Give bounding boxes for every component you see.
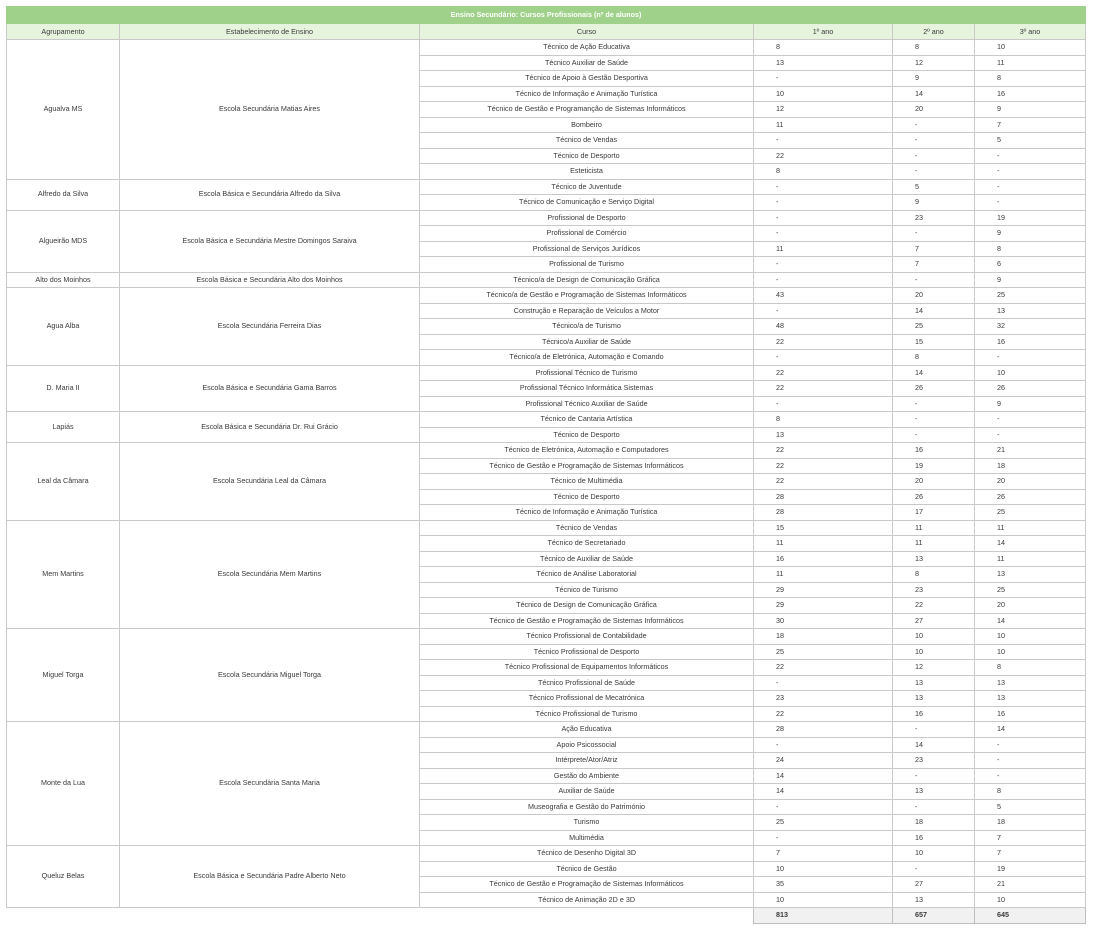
ano-2-cell: - <box>893 799 975 815</box>
ano-2-cell: 18 <box>893 815 975 831</box>
table-row <box>7 846 1086 862</box>
curso-cell: Técnico de Vendas <box>420 520 754 536</box>
ano-1-cell: 24 <box>754 753 893 769</box>
curso-cell: Técnico Profissional de Turismo <box>420 706 754 722</box>
ano-1-cell: 12 <box>754 102 893 118</box>
ano-1-cell: - <box>754 226 893 242</box>
ano-3-cell: 25 <box>975 582 1086 598</box>
ano-2-cell: 7 <box>893 241 975 257</box>
ano-2-cell: 23 <box>893 582 975 598</box>
ano-2-cell: 16 <box>893 443 975 459</box>
ano-3-cell: 11 <box>975 520 1086 536</box>
table-row <box>7 722 1086 738</box>
ano-2-cell: 14 <box>893 86 975 102</box>
curso-cell: Técnico de Vendas <box>420 133 754 149</box>
escola-cell: Escola Secundária Mem Martins <box>120 520 420 629</box>
curso-cell: Técnico de Desporto <box>420 148 754 164</box>
ano-1-cell: 35 <box>754 877 893 893</box>
ano-3-cell: 7 <box>975 846 1086 862</box>
ano-2-cell: 20 <box>893 288 975 304</box>
ano-2-cell: - <box>893 861 975 877</box>
agrupamento-cell: D. Maria II <box>7 365 120 412</box>
ano-2-cell: 20 <box>893 474 975 490</box>
ano-3-cell: 25 <box>975 505 1086 521</box>
ano-2-cell: - <box>893 117 975 133</box>
ano-3-cell: 16 <box>975 86 1086 102</box>
escola-cell: Escola Secundária Leal da Câmara <box>120 443 420 521</box>
curso-cell: Técnico de Gestão <box>420 861 754 877</box>
agrupamento-cell: Algueirão MDS <box>7 210 120 272</box>
ano-1-cell: 8 <box>754 40 893 56</box>
curso-cell: Técnico de Gestão e Programação de Sistemas Informáticos <box>420 877 754 893</box>
ano-2-cell: 14 <box>893 737 975 753</box>
ano-2-cell: 17 <box>893 505 975 521</box>
agrupamento-cell: Lapiás <box>7 412 120 443</box>
curso-cell: Técnico de Informação e Animação Turística <box>420 86 754 102</box>
header-3-ano: 3º ano <box>975 24 1086 40</box>
ano-3-cell: - <box>975 753 1086 769</box>
ano-2-cell: 26 <box>893 381 975 397</box>
ano-1-cell: - <box>754 737 893 753</box>
ano-3-cell: 18 <box>975 458 1086 474</box>
header-row <box>7 24 1086 40</box>
curso-cell: Profissional de Turismo <box>420 257 754 273</box>
escola-cell: Escola Secundária Santa Maria <box>120 722 420 846</box>
ano-1-cell: - <box>754 133 893 149</box>
ano-3-cell: 16 <box>975 334 1086 350</box>
table-row <box>7 288 1086 304</box>
ano-2-cell: - <box>893 427 975 443</box>
ano-3-cell: 14 <box>975 536 1086 552</box>
curso-cell: Bombeiro <box>420 117 754 133</box>
ano-3-cell: 9 <box>975 272 1086 288</box>
ano-2-cell: 27 <box>893 613 975 629</box>
ano-2-cell: 19 <box>893 458 975 474</box>
curso-cell: Técnico de Desporto <box>420 427 754 443</box>
curso-cell: Construção e Reparação de Veículos a Motor <box>420 303 754 319</box>
escola-cell: Escola Básica e Secundária Dr. Rui Grácio <box>120 412 420 443</box>
ano-1-cell: - <box>754 350 893 366</box>
ano-2-cell: - <box>893 164 975 180</box>
ano-3-cell: 10 <box>975 892 1086 908</box>
agrupamento-cell: Monte da Lua <box>7 722 120 846</box>
ano-3-cell: 9 <box>975 226 1086 242</box>
ano-3-cell: 20 <box>975 598 1086 614</box>
ano-3-cell: 19 <box>975 210 1086 226</box>
table-row <box>7 272 1086 288</box>
curso-cell: Museografia e Gestão do Património <box>420 799 754 815</box>
table-row <box>7 629 1086 645</box>
ano-2-cell: - <box>893 722 975 738</box>
ano-1-cell: 28 <box>754 722 893 738</box>
ano-1-cell: 25 <box>754 815 893 831</box>
ano-2-cell: 11 <box>893 520 975 536</box>
curso-cell: Intérprete/Ator/Atriz <box>420 753 754 769</box>
curso-cell: Técnico de Juventude <box>420 179 754 195</box>
ano-3-cell: 13 <box>975 303 1086 319</box>
escola-cell: Escola Básica e Secundária Alfredo da Silva <box>120 179 420 210</box>
header-estabelecimento: Estabelecimento de Ensino <box>120 24 420 40</box>
ano-1-cell: 11 <box>754 117 893 133</box>
ano-3-cell: 32 <box>975 319 1086 335</box>
ano-1-cell: 25 <box>754 644 893 660</box>
ano-1-cell: - <box>754 71 893 87</box>
ano-3-cell: 8 <box>975 784 1086 800</box>
ano-3-cell: - <box>975 179 1086 195</box>
curso-cell: Técnico Profissional de Mecatrónica <box>420 691 754 707</box>
ano-1-cell: 29 <box>754 598 893 614</box>
ano-3-cell: 26 <box>975 381 1086 397</box>
curso-cell: Técnico de Animação 2D e 3D <box>420 892 754 908</box>
escola-cell: Escola Básica e Secundária Gama Barros <box>120 365 420 412</box>
ano-2-cell: 12 <box>893 55 975 71</box>
ano-2-cell: - <box>893 272 975 288</box>
table-row <box>7 179 1086 195</box>
ano-1-cell: 22 <box>754 660 893 676</box>
ano-1-cell: 16 <box>754 551 893 567</box>
ano-2-cell: 13 <box>893 892 975 908</box>
ano-1-cell: 13 <box>754 427 893 443</box>
curso-cell: Técnico de Design de Comunicação Gráfica <box>420 598 754 614</box>
ano-1-cell: - <box>754 830 893 846</box>
curso-cell: Técnico Profissional de Equipamentos Informáticos <box>420 660 754 676</box>
ano-3-cell: 19 <box>975 861 1086 877</box>
ano-2-cell: 14 <box>893 365 975 381</box>
ano-2-cell: 14 <box>893 303 975 319</box>
table-row <box>7 443 1086 459</box>
ano-3-cell: 14 <box>975 613 1086 629</box>
ano-3-cell: 14 <box>975 722 1086 738</box>
total-ano-2: 657 <box>893 908 975 924</box>
curso-cell: Técnico de Gestão e Programanção de Sistemas Informáticos <box>420 102 754 118</box>
agrupamento-cell: Leal da Câmara <box>7 443 120 521</box>
ano-3-cell: 6 <box>975 257 1086 273</box>
curso-cell: Técnico de Informação e Animação Turística <box>420 505 754 521</box>
ano-2-cell: - <box>893 133 975 149</box>
escola-cell: Escola Secundária Miguel Torga <box>120 629 420 722</box>
ano-1-cell: 10 <box>754 86 893 102</box>
curso-cell: Técnico/a de Design de Comunicação Gráfica <box>420 272 754 288</box>
ano-1-cell: 30 <box>754 613 893 629</box>
ano-3-cell: 9 <box>975 102 1086 118</box>
curso-cell: Técnico de Comunicação e Serviço Digital <box>420 195 754 211</box>
ano-2-cell: 11 <box>893 536 975 552</box>
curso-cell: Profissional de Desporto <box>420 210 754 226</box>
ano-1-cell: - <box>754 799 893 815</box>
curso-cell: Técnico de Multimédia <box>420 474 754 490</box>
ano-3-cell: - <box>975 737 1086 753</box>
curso-cell: Profissional de Serviços Jurídicos <box>420 241 754 257</box>
ano-1-cell: 10 <box>754 892 893 908</box>
ano-3-cell: - <box>975 412 1086 428</box>
curso-cell: Técnico/a de Gestão e Programação de Sistemas Informáticos <box>420 288 754 304</box>
spreadsheet <box>6 6 1085 924</box>
ano-1-cell: 22 <box>754 365 893 381</box>
ano-1-cell: 8 <box>754 164 893 180</box>
ano-1-cell: - <box>754 396 893 412</box>
escola-cell: Escola Secundária Matias Aires <box>120 40 420 180</box>
curso-cell: Técnico Auxiliar de Saúde <box>420 55 754 71</box>
ano-3-cell: 25 <box>975 288 1086 304</box>
header-1-ano: 1º ano <box>754 24 893 40</box>
ano-3-cell: 10 <box>975 40 1086 56</box>
curso-cell: Ação Educativa <box>420 722 754 738</box>
curso-cell: Gestão do Ambiente <box>420 768 754 784</box>
ano-3-cell: 13 <box>975 567 1086 583</box>
ano-3-cell: 21 <box>975 877 1086 893</box>
ano-2-cell: 9 <box>893 71 975 87</box>
ano-2-cell: 26 <box>893 489 975 505</box>
ano-3-cell: 18 <box>975 815 1086 831</box>
ano-3-cell: 11 <box>975 551 1086 567</box>
ano-3-cell: - <box>975 148 1086 164</box>
table-row <box>7 40 1086 56</box>
ano-2-cell: 12 <box>893 660 975 676</box>
curso-cell: Técnico de Cantaria Artística <box>420 412 754 428</box>
table-row <box>7 365 1086 381</box>
total-ano-1: 813 <box>754 908 893 924</box>
ano-3-cell: 16 <box>975 706 1086 722</box>
ano-2-cell: 23 <box>893 753 975 769</box>
header-agrupamento: Agrupamento <box>7 24 120 40</box>
ano-3-cell: - <box>975 427 1086 443</box>
ano-2-cell: 13 <box>893 551 975 567</box>
title-row <box>7 7 1086 24</box>
ano-1-cell: 14 <box>754 768 893 784</box>
ano-1-cell: 22 <box>754 381 893 397</box>
table-title: Ensino Secundário: Cursos Profissionais (nº de alunos) <box>7 7 1086 24</box>
ano-2-cell: - <box>893 226 975 242</box>
table-row <box>7 520 1086 536</box>
table-row <box>7 412 1086 428</box>
curso-cell: Técnico de Turismo <box>420 582 754 598</box>
ano-2-cell: 9 <box>893 195 975 211</box>
curso-cell: Técnico de Secretariado <box>420 536 754 552</box>
ano-1-cell: 10 <box>754 861 893 877</box>
ano-3-cell: 8 <box>975 660 1086 676</box>
ano-3-cell: 8 <box>975 241 1086 257</box>
ano-2-cell: 7 <box>893 257 975 273</box>
ano-3-cell: - <box>975 164 1086 180</box>
curso-cell: Profissional Técnico Informática Sistemas <box>420 381 754 397</box>
agrupamento-cell: Agua Alba <box>7 288 120 366</box>
curso-cell: Técnico de Desporto <box>420 489 754 505</box>
ano-2-cell: 16 <box>893 830 975 846</box>
agrupamento-cell: Queluz Belas <box>7 846 120 908</box>
agrupamento-cell: Alto dos Moinhos <box>7 272 120 288</box>
ano-1-cell: - <box>754 210 893 226</box>
ano-1-cell: 23 <box>754 691 893 707</box>
ano-2-cell: 20 <box>893 102 975 118</box>
ano-1-cell: 11 <box>754 536 893 552</box>
ano-1-cell: 11 <box>754 241 893 257</box>
ano-3-cell: 5 <box>975 799 1086 815</box>
ano-2-cell: 22 <box>893 598 975 614</box>
escola-cell: Escola Básica e Secundária Padre Alberto Neto <box>120 846 420 908</box>
curso-cell: Técnico/a Auxiliar de Saúde <box>420 334 754 350</box>
ano-2-cell: 23 <box>893 210 975 226</box>
curso-cell: Técnico/a de Eletrónica, Automação e Comando <box>420 350 754 366</box>
ano-2-cell: - <box>893 148 975 164</box>
agrupamento-cell: Alfredo da Silva <box>7 179 120 210</box>
ano-1-cell: - <box>754 179 893 195</box>
curso-cell: Profissional Técnico de Turismo <box>420 365 754 381</box>
ano-2-cell: 16 <box>893 706 975 722</box>
ano-1-cell: 8 <box>754 412 893 428</box>
curso-cell: Apoio Psicossocial <box>420 737 754 753</box>
ano-1-cell: - <box>754 303 893 319</box>
ano-1-cell: 15 <box>754 520 893 536</box>
curso-cell: Técnico Profissional de Contabilidade <box>420 629 754 645</box>
ano-1-cell: - <box>754 195 893 211</box>
curso-cell: Esteticista <box>420 164 754 180</box>
ano-3-cell: 7 <box>975 830 1086 846</box>
ano-2-cell: 10 <box>893 644 975 660</box>
agrupamento-cell: Miguel Torga <box>7 629 120 722</box>
curso-cell: Turismo <box>420 815 754 831</box>
header-2-ano: 2º ano <box>893 24 975 40</box>
ano-2-cell: 8 <box>893 567 975 583</box>
ano-1-cell: 22 <box>754 443 893 459</box>
ano-3-cell: 21 <box>975 443 1086 459</box>
ano-1-cell: 7 <box>754 846 893 862</box>
curso-cell: Auxiliar de Saúde <box>420 784 754 800</box>
ano-1-cell: 48 <box>754 319 893 335</box>
ano-3-cell: 11 <box>975 55 1086 71</box>
escola-cell: Escola Básica e Secundária Mestre Domingos Saraiva <box>120 210 420 272</box>
header-curso: Curso <box>420 24 754 40</box>
totals-spacer <box>7 908 754 924</box>
ano-3-cell: 13 <box>975 675 1086 691</box>
table-body <box>7 7 1086 924</box>
ano-1-cell: 28 <box>754 505 893 521</box>
ano-3-cell: 10 <box>975 365 1086 381</box>
total-ano-3: 645 <box>975 908 1086 924</box>
ano-1-cell: 11 <box>754 567 893 583</box>
ano-2-cell: 13 <box>893 784 975 800</box>
curso-cell: Técnico de Gestão e Programação de Sistemas Informáticos <box>420 613 754 629</box>
ano-1-cell: - <box>754 257 893 273</box>
ano-1-cell: 18 <box>754 629 893 645</box>
ano-2-cell: - <box>893 396 975 412</box>
ano-2-cell: 13 <box>893 675 975 691</box>
ano-2-cell: 25 <box>893 319 975 335</box>
ano-2-cell: 5 <box>893 179 975 195</box>
curso-cell: Técnico de Gestão e Programação de Sistemas Informáticos <box>420 458 754 474</box>
ano-3-cell: - <box>975 195 1086 211</box>
ano-1-cell: 43 <box>754 288 893 304</box>
curso-cell: Profissional Técnico Auxiliar de Saúde <box>420 396 754 412</box>
curso-cell: Técnico de Eletrónica, Automação e Computadores <box>420 443 754 459</box>
curso-cell: Profissional de Comércio <box>420 226 754 242</box>
ano-1-cell: 14 <box>754 784 893 800</box>
curso-cell: Técnico de Apoio à Gestão Desportiva <box>420 71 754 87</box>
ano-3-cell: 26 <box>975 489 1086 505</box>
ano-2-cell: 8 <box>893 40 975 56</box>
ano-1-cell: 22 <box>754 458 893 474</box>
ano-2-cell: 13 <box>893 691 975 707</box>
ano-3-cell: 13 <box>975 691 1086 707</box>
curso-cell: Técnico de Ação Educativa <box>420 40 754 56</box>
table-row <box>7 210 1086 226</box>
ano-3-cell: 7 <box>975 117 1086 133</box>
ano-3-cell: 10 <box>975 644 1086 660</box>
ano-1-cell: 22 <box>754 148 893 164</box>
ano-1-cell: 22 <box>754 706 893 722</box>
curso-cell: Técnico de Auxiliar de Saúde <box>420 551 754 567</box>
curso-cell: Técnico de Desenho Digital 3D <box>420 846 754 862</box>
ano-1-cell: 29 <box>754 582 893 598</box>
ano-2-cell: - <box>893 412 975 428</box>
ano-1-cell: - <box>754 675 893 691</box>
courses-table <box>6 6 1086 924</box>
ano-2-cell: - <box>893 768 975 784</box>
curso-cell: Técnico/a de Turismo <box>420 319 754 335</box>
ano-3-cell: 9 <box>975 396 1086 412</box>
curso-cell: Técnico Profissional de Desporto <box>420 644 754 660</box>
agrupamento-cell: Agualva MS <box>7 40 120 180</box>
ano-1-cell: 13 <box>754 55 893 71</box>
ano-3-cell: - <box>975 350 1086 366</box>
agrupamento-cell: Mem Martins <box>7 520 120 629</box>
ano-1-cell: - <box>754 272 893 288</box>
ano-1-cell: 22 <box>754 334 893 350</box>
ano-2-cell: 10 <box>893 846 975 862</box>
curso-cell: Multimédia <box>420 830 754 846</box>
escola-cell: Escola Básica e Secundária Alto dos Moinhos <box>120 272 420 288</box>
ano-1-cell: 28 <box>754 489 893 505</box>
ano-2-cell: 27 <box>893 877 975 893</box>
ano-2-cell: 8 <box>893 350 975 366</box>
curso-cell: Técnico de Análise Laboratorial <box>420 567 754 583</box>
escola-cell: Escola Secundária Ferreira Dias <box>120 288 420 366</box>
ano-3-cell: - <box>975 768 1086 784</box>
curso-cell: Técnico Profissional de Saúde <box>420 675 754 691</box>
totals-row <box>7 908 1086 924</box>
ano-3-cell: 10 <box>975 629 1086 645</box>
ano-3-cell: 5 <box>975 133 1086 149</box>
ano-1-cell: 22 <box>754 474 893 490</box>
ano-3-cell: 20 <box>975 474 1086 490</box>
ano-2-cell: 10 <box>893 629 975 645</box>
ano-3-cell: 8 <box>975 71 1086 87</box>
ano-2-cell: 15 <box>893 334 975 350</box>
